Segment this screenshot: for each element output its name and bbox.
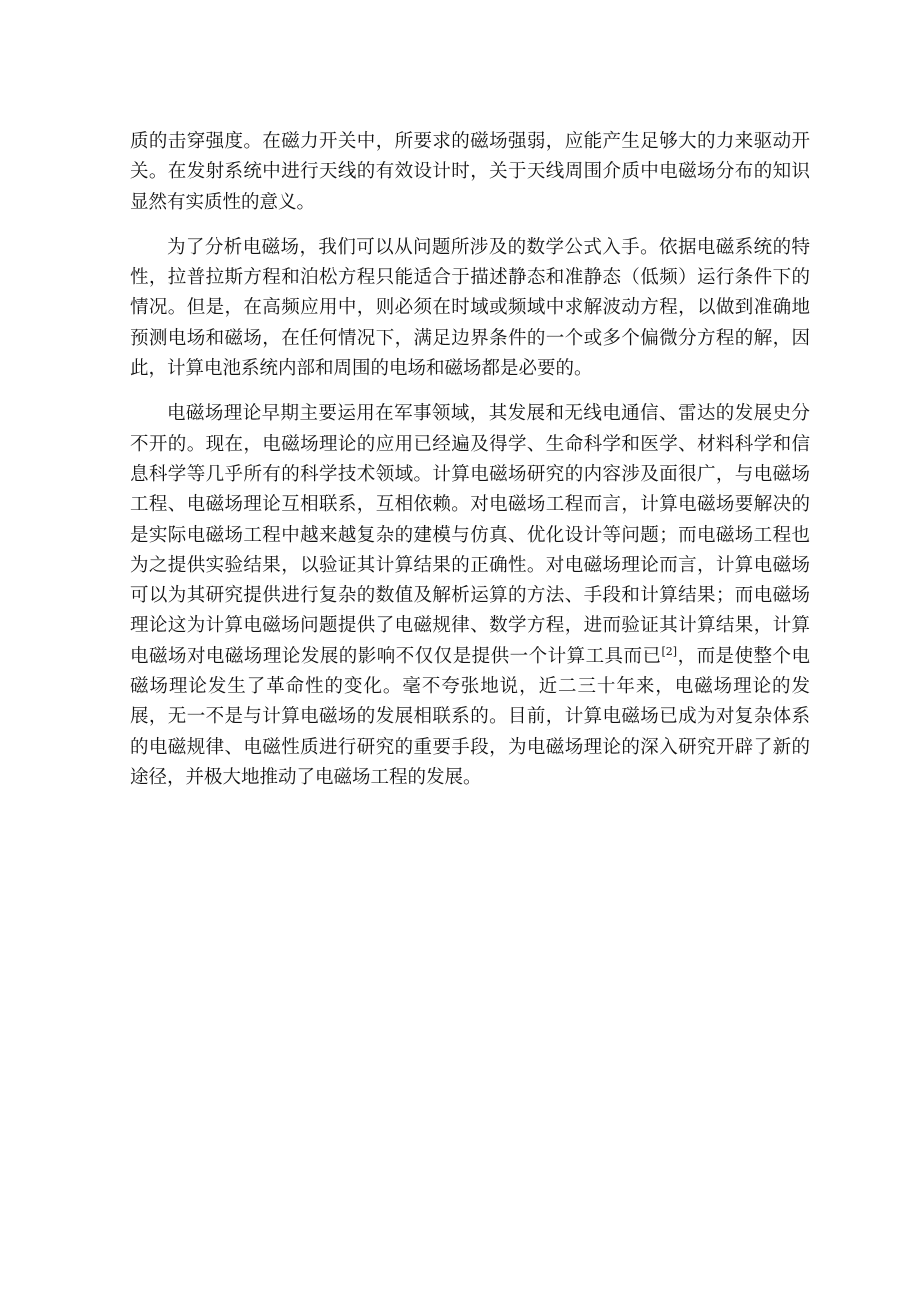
citation-reference: [2]	[661, 644, 678, 658]
paragraph-text: 为了分析电磁场，我们可以从问题所涉及的数学公式入手。依据电磁系统的特性，拉普拉斯方程和泊松方程只能适合于描述静态和准静态（低频）运行条件下的情况。但是，在高频应用中，则必须在时域或频域中求解波动方程，以做到准确地预测电场和磁场，在任何情况下，满足边界条件的一个或多个偏微分方程的解，因此，计算电池系统内部和周围的电场和磁场都是必要的。	[130, 236, 810, 380]
paragraph	[130, 233, 810, 384]
paragraph-text: 质的击穿强度。在磁力开关中，所要求的磁场强弱，应能产生足够大的力来驱动开关。在发射系统中进行天线的有效设计时，关于天线周围介质中电磁场分布的知识显然有实质性的意义。	[130, 131, 810, 213]
document-body	[130, 127, 810, 808]
paragraph	[130, 399, 810, 793]
paragraph-text: ，而是使整个电磁场理论发生了革命性的变化。毫不夸张地说，近二三十年来，电磁场理论的发展，无一不是与计算电磁场的发展相联系的。目前，计算电磁场已成为对复杂体系的电磁规律、电磁性质进行研究的重要手段，为电磁场理论的深入研究开辟了新的途径，并极大地推动了电磁场工程的发展。	[130, 645, 810, 788]
paragraph	[130, 127, 810, 218]
paragraph-text: 电磁场理论早期主要运用在军事领域，其发展和无线电通信、雷达的发展史分不开的。现在，电磁场理论的应用已经遍及得学、生命科学和医学、材料科学和信息科学等几乎所有的科学技术领域。计算电磁场研究的内容涉及面很广，与电磁场工程、电磁场理论互相联系，互相依赖。对电磁场工程而言，计算电磁场要解决的是实际电磁场工程中越来越复杂的建模与仿真、优化设计等问题；而电磁场工程也为之提供实验结果，以验证其计算结果的正确性。对电磁场理论而言，计算电磁场可以为其研究提供进行复杂的数值及解析运算的方法、手段和计算结果；而电磁场理论这为计算电磁场问题提供了电磁规律、数学方程，进而验证其计算结果，计算电磁场对电磁场理论发展的影响不仅仅是提供一个计算工具而已	[130, 403, 810, 667]
